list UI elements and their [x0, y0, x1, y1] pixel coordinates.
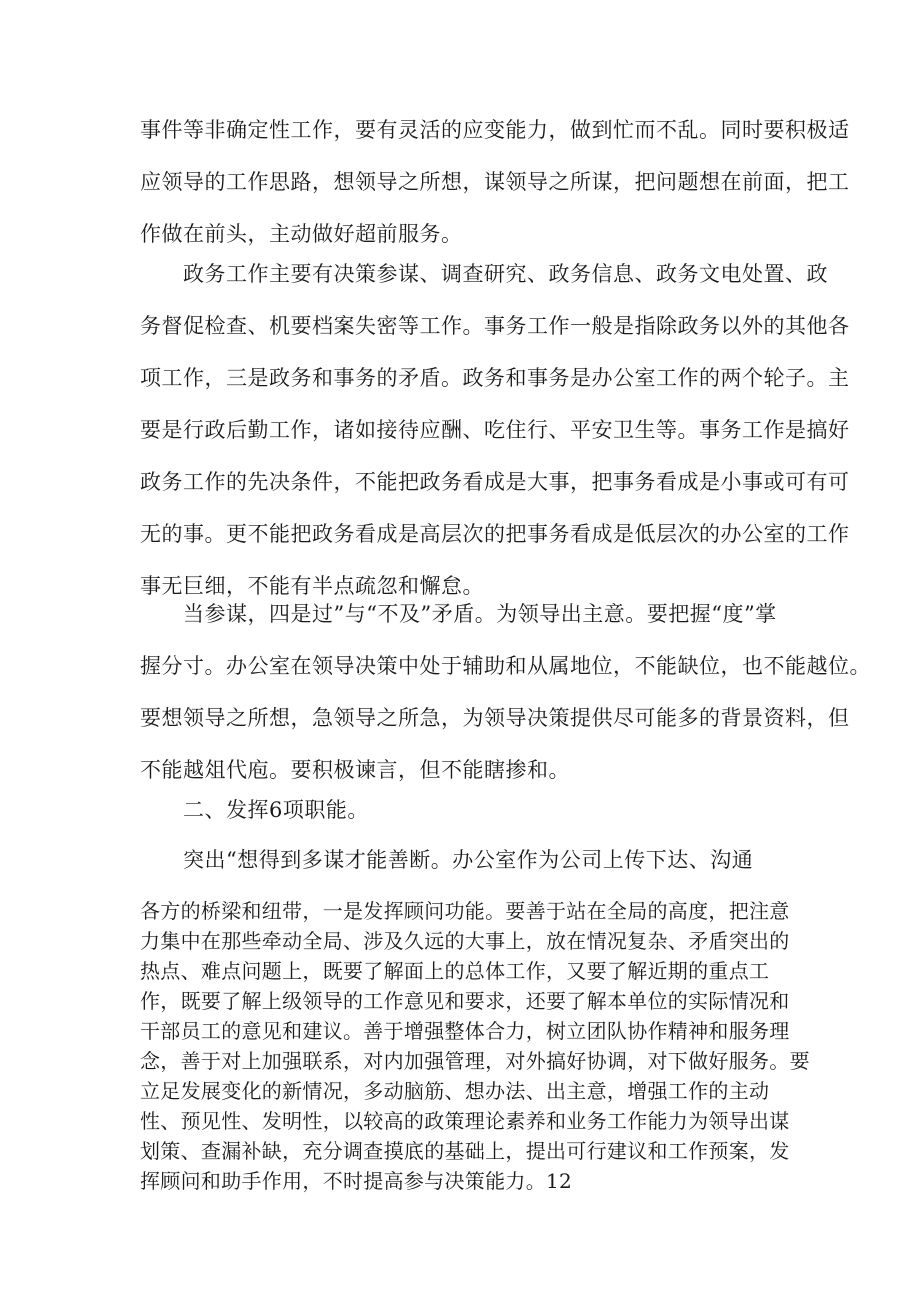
text-line: 热点、难点问题上，既要了解面上的总体工作，又要了解近期的重点工	[140, 959, 770, 983]
text-line: 政务工作的先决条件，不能把政务看成是大事，把事务看成是小事或可有可	[140, 470, 850, 494]
text-line: 握分寸。办公室在领导决策中处于辅助和从属地位，不能缺位，也不能越位。	[140, 654, 871, 678]
text-line: 划策、查漏补缺，充分调查摸底的基础上，提出可行建议和工作预案，发	[140, 1139, 790, 1163]
text-line: 各方的桥梁和纽带，一是发挥顾问功能。要善于站在全局的高度，把注意	[140, 899, 790, 923]
text-line: 事件等非确定性工作，要有灵活的应变能力，做到忙而不乱。同时要积极适	[140, 118, 850, 142]
text-line: 要想领导之所想，急领导之所急，为领导决策提供尽可能多的背景资料，但	[140, 706, 850, 730]
text-line: 念，善于对上加强联系，对内加强管理，对外搞好协调，对下做好服务。要	[140, 1049, 810, 1073]
text-line: 应领导的工作思路，想领导之所想，谋领导之所谋，把问题想在前面，把工	[140, 170, 850, 194]
text-line: 性、预见性、发明性，以较高的政策理论素养和业务工作能力为领导出谋	[140, 1109, 790, 1133]
paragraph-1	[140, 104, 850, 260]
text-line: 项工作，三是政务和事务的矛盾。政务和事务是办公室工作的两个轮子。主	[140, 366, 850, 390]
paragraph-3	[140, 588, 871, 796]
text-line: 不能越俎代庖。要积极谏言，但不能瞎掺和。	[140, 758, 570, 782]
text-line: 力集中在那些牵动全局、涉及久远的大事上，放在情况复杂、矛盾突出的	[140, 929, 790, 953]
text-line: 事无巨细，不能有半点疏忽和懈怠。	[140, 574, 484, 598]
text-line: 突出“想得到多谋才能善断。办公室作为公司上传下达、沟通	[140, 848, 754, 872]
text-line: 无的事。更不能把政务看成是高层次的把事务看成是低层次的办公室的工作	[140, 522, 850, 546]
text-line: 二、发挥6项职能。	[140, 798, 369, 822]
paragraph-4	[140, 834, 790, 886]
paragraph-5	[140, 896, 810, 1196]
text-line: 务督促检查、机要档案失密等工作。事务工作一般是指除政务以外的其他各	[140, 314, 850, 338]
text-line: 作做在前头，主动做好超前服务。	[140, 222, 463, 246]
text-line: 干部员工的意见和建议。善于增强整体合力，树立团队协作精神和服务理	[140, 1019, 790, 1043]
paragraph-2	[140, 248, 850, 612]
text-line: 要是行政后勤工作，诸如接待应酬、吃住行、平安卫生等。事务工作是搞好	[140, 418, 850, 442]
text-line: 政务工作主要有决策参谋、调查研究、政务信息、政务文电处置、政	[140, 262, 828, 286]
text-line: 挥顾问和助手作用，不时提高参与决策能力。12	[140, 1169, 573, 1193]
text-line: 当参谋，四是过”与“不及”矛盾。为领导出主意。要把握“度”掌	[140, 602, 777, 626]
text-line: 作，既要了解上级领导的工作意见和要求，还要了解本单位的实际情况和	[140, 989, 790, 1013]
section-heading-2	[140, 784, 790, 836]
text-line: 立足发展变化的新情况，多动脑筋、想办法、出主意，增强工作的主动	[140, 1079, 770, 1103]
